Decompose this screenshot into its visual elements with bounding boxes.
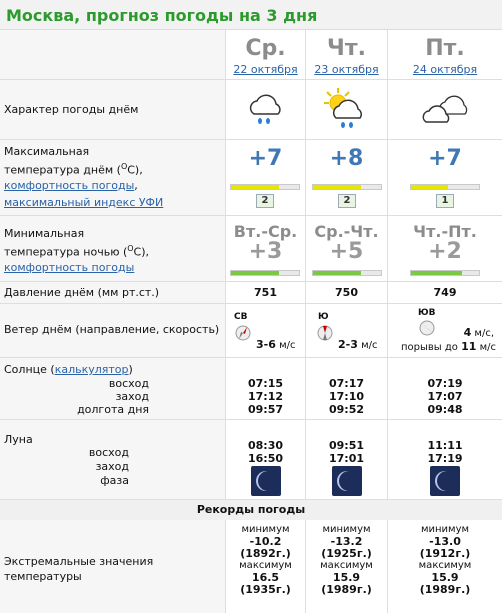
sunset-time: 17:12: [247, 390, 283, 403]
day-temp: +7: [248, 146, 283, 171]
extreme-label-line1: Экстремальные значения: [4, 555, 154, 568]
cloud-rain-icon: [244, 88, 288, 132]
max-temp-cell-3: [388, 140, 502, 215]
records-cell-3: [388, 520, 502, 613]
wind-speed: 2-3: [338, 338, 358, 351]
record-max: 15.9: [332, 571, 361, 584]
wind-speed: 3-6: [256, 338, 276, 351]
pressure-cell-3: [388, 282, 502, 303]
night-range: Чт.-Пт.: [413, 222, 477, 241]
record-min: -13.0: [429, 535, 461, 548]
record-min-year: (1912г.): [419, 547, 471, 560]
wind-direction: Ю: [318, 312, 329, 322]
min-temp-cell-2: [306, 216, 388, 281]
records-row: [0, 520, 502, 613]
sun-sublabels: [77, 377, 149, 416]
min-temp-label-line2-end: C),: [133, 245, 150, 259]
moon-row: [0, 420, 502, 500]
moonrise-time: 11:11: [427, 439, 463, 452]
record-max-year: (1989г.): [321, 583, 372, 596]
weather-cell-2: [306, 80, 388, 139]
wind-speed-wrap: [256, 338, 295, 351]
pressure-cell-2: [306, 282, 388, 303]
page-header: [0, 0, 502, 30]
max-temp-row: [0, 140, 502, 216]
uv-index-badge: 2: [256, 194, 274, 208]
sunset-time: 17:07: [427, 390, 463, 403]
night-range: Ср.-Чт.: [314, 222, 379, 241]
sun-values: [226, 377, 305, 416]
sun-values: [388, 377, 502, 416]
day-column-3: [388, 30, 502, 79]
night-comfort-bar: [410, 270, 480, 276]
day-date-link[interactable]: 24 октября: [412, 63, 478, 76]
daylength-value: 09:48: [427, 403, 463, 416]
night-comfort-bar: [230, 270, 300, 276]
max-temp-label: [4, 144, 163, 213]
sun-values: [306, 377, 387, 416]
moonset-time: 16:50: [247, 452, 283, 465]
record-max-label: максимум: [320, 560, 373, 571]
pressure-label: Давление днём (мм рт.ст.): [4, 286, 160, 299]
pressure-value: 749: [433, 286, 457, 299]
record-max: 16.5: [251, 571, 280, 584]
pressure-row: [0, 282, 502, 304]
record-min-year: (1925г.): [321, 547, 372, 560]
sun-cell-1: [226, 358, 306, 419]
night-comfort-bar-fill: [313, 271, 361, 275]
deg-sup: O: [120, 162, 128, 171]
moon-phase-icon: [332, 466, 362, 496]
pressure-label-cell: [0, 282, 226, 303]
wind-rose-icon: [234, 324, 252, 342]
wind-direction: ЮВ: [418, 308, 436, 318]
record-max-label: максимум: [239, 560, 292, 571]
sunset-time: 17:10: [328, 390, 364, 403]
daylength-value: 09:52: [328, 403, 364, 416]
sun-cell-2: [306, 358, 388, 419]
wind-cell-3: [388, 304, 502, 357]
night-comfort-bar-fill: [411, 271, 462, 275]
sunrise-time: 07:19: [427, 377, 463, 390]
comfort-bar: [312, 184, 382, 190]
min-temp-cell-3: [388, 216, 502, 281]
moon-sublabels: [89, 446, 129, 488]
day-name: Ср.: [245, 36, 286, 61]
daylength-value: 09:57: [247, 403, 283, 416]
wind-speed: 4: [463, 326, 472, 339]
moon-values: [226, 439, 305, 465]
night-range: Вт.-Ср.: [233, 222, 298, 241]
max-temp-label-line2: температура днём (: [4, 163, 121, 177]
moonset-label: заход: [95, 460, 129, 473]
record-max-year: (1989г.): [419, 583, 471, 596]
moon-label-cell: [0, 420, 226, 499]
record-values: [388, 524, 502, 596]
sun-label-cell: [0, 358, 226, 419]
record-min-label: минимум: [322, 524, 371, 535]
uv-index-link[interactable]: максимальный индекс УФИ: [4, 195, 164, 209]
records-label-cell: [0, 520, 226, 613]
records-header: Рекорды погоды: [0, 500, 502, 520]
gust-wrap: [401, 340, 496, 353]
moonrise-label: восход: [88, 446, 129, 459]
comfort-bar-fill: [411, 185, 448, 189]
day-name: Пт.: [425, 36, 465, 61]
records-header-row: [0, 500, 502, 520]
sunrise-time: 07:15: [247, 377, 283, 390]
comfort-bar-fill: [231, 185, 279, 189]
sunset-label: заход: [115, 390, 149, 403]
moon-cell-2: [306, 420, 388, 499]
record-values: [306, 524, 387, 596]
pressure-cell-1: [226, 282, 306, 303]
comfort-bar-fill: [313, 185, 361, 189]
gust-unit: м/с: [479, 342, 496, 353]
sun-row: [0, 358, 502, 420]
max-temp-label-line1: Максимальная: [4, 145, 90, 158]
wind-speed-wrap: [464, 326, 494, 339]
weather-cell-1: [226, 80, 306, 139]
min-temp-label: [4, 226, 149, 275]
gust-label: порывы до: [400, 342, 458, 353]
moon-values: [388, 439, 502, 465]
min-temp-label-line1: Минимальная: [4, 227, 85, 240]
weather-label-cell: [0, 80, 226, 139]
comfort-bar: [410, 184, 480, 190]
min-temp-label-cell: [0, 216, 226, 281]
wind-unit: м/с: [279, 340, 296, 351]
moonset-time: 17:19: [427, 452, 463, 465]
record-min: -13.2: [330, 535, 363, 548]
empty-label: [0, 30, 226, 79]
sun-label-text: Солнце (: [4, 363, 55, 376]
cloud-icon: [422, 92, 470, 132]
record-min-label: минимум: [241, 524, 290, 535]
records-cell-2: [306, 520, 388, 613]
wind-label: Ветер днём (направление, скорость): [4, 323, 220, 336]
night-comfort-link[interactable]: комфортность погоды: [4, 260, 135, 274]
page-title: Москва, прогноз погоды на 3 дня: [6, 6, 318, 25]
wind-direction: СВ: [234, 312, 248, 322]
extreme-label-line2: температуры: [4, 570, 82, 583]
record-max: 15.9: [431, 571, 459, 584]
max-temp-cell-1: [226, 140, 306, 215]
min-temp-label-line2: температура ночью (: [4, 245, 128, 259]
day-temp: +8: [329, 146, 364, 171]
sunrise-time: 07:17: [328, 377, 364, 390]
record-min: -10.2: [249, 535, 282, 548]
comfort-link[interactable]: комфортность погоды: [4, 178, 135, 192]
day-temp: +7: [428, 146, 462, 171]
record-min-label: минимум: [420, 524, 470, 535]
moon-phase-icon: [251, 466, 281, 496]
night-temp: +3: [248, 239, 283, 264]
deg-sup: O: [127, 244, 134, 253]
record-max-label: максимум: [418, 560, 472, 571]
record-min-year: (1892г.): [240, 547, 291, 560]
gust-value: 11: [461, 340, 477, 353]
night-temp: +2: [428, 239, 462, 264]
pressure-value: 750: [335, 286, 358, 299]
sunrise-label: восход: [108, 377, 149, 390]
comfort-comma: ,: [134, 178, 138, 192]
moon-label: Луна: [4, 433, 33, 446]
moon-cell-3: [388, 420, 502, 499]
moon-phase-icon: [430, 466, 460, 496]
day-date-link[interactable]: 22 октября: [233, 63, 298, 76]
wind-cell-2: [306, 304, 388, 357]
weather-row: [0, 80, 502, 140]
moonset-time: 17:01: [328, 452, 364, 465]
moon-cell-1: [226, 420, 306, 499]
day-column-1: [226, 30, 306, 79]
moon-values: [306, 439, 387, 465]
sun-label-close: ): [128, 363, 133, 376]
sun-calculator-link[interactable]: калькулятор: [54, 363, 129, 376]
wind-speed-wrap: [338, 338, 377, 351]
pressure-value: 751: [254, 286, 277, 299]
max-temp-label-cell: [0, 140, 226, 215]
sun-cell-3: [388, 358, 502, 419]
moonrise-time: 08:30: [247, 439, 283, 452]
moonrise-time: 09:51: [328, 439, 364, 452]
wind-unit: м/с,: [474, 328, 494, 339]
day-date-link[interactable]: 23 октября: [314, 63, 379, 76]
max-temp-cell-2: [306, 140, 388, 215]
wind-cell-1: [226, 304, 306, 357]
uv-index-badge: 1: [436, 194, 454, 208]
weather-cell-3: [388, 80, 502, 139]
night-comfort-bar-fill: [231, 271, 279, 275]
daylength-label: долгота дня: [77, 403, 149, 416]
wind-rose-icon: [316, 324, 334, 342]
record-max-year: (1935г.): [240, 583, 291, 596]
wind-rose-icon: [418, 319, 436, 337]
records-cell-1: [226, 520, 306, 613]
min-temp-row: [0, 216, 502, 282]
days-header-row: [0, 30, 502, 80]
day-name: Чт.: [327, 36, 366, 61]
sun-cloud-rain-icon: [322, 86, 372, 134]
uv-index-badge: 2: [338, 194, 356, 208]
min-temp-cell-1: [226, 216, 306, 281]
phase-label: фаза: [100, 474, 129, 487]
extreme-label: [4, 554, 153, 584]
weather-label: Характер погоды днём: [4, 103, 139, 116]
wind-row: [0, 304, 502, 358]
comfort-bar: [230, 184, 300, 190]
night-temp: +5: [329, 239, 364, 264]
sun-label: [4, 362, 133, 377]
wind-label-cell: [0, 304, 226, 357]
record-values: [226, 524, 305, 596]
wind-unit: м/с: [361, 340, 378, 351]
max-temp-label-line2-end: C),: [127, 163, 143, 177]
night-comfort-bar: [312, 270, 382, 276]
day-column-2: [306, 30, 388, 79]
